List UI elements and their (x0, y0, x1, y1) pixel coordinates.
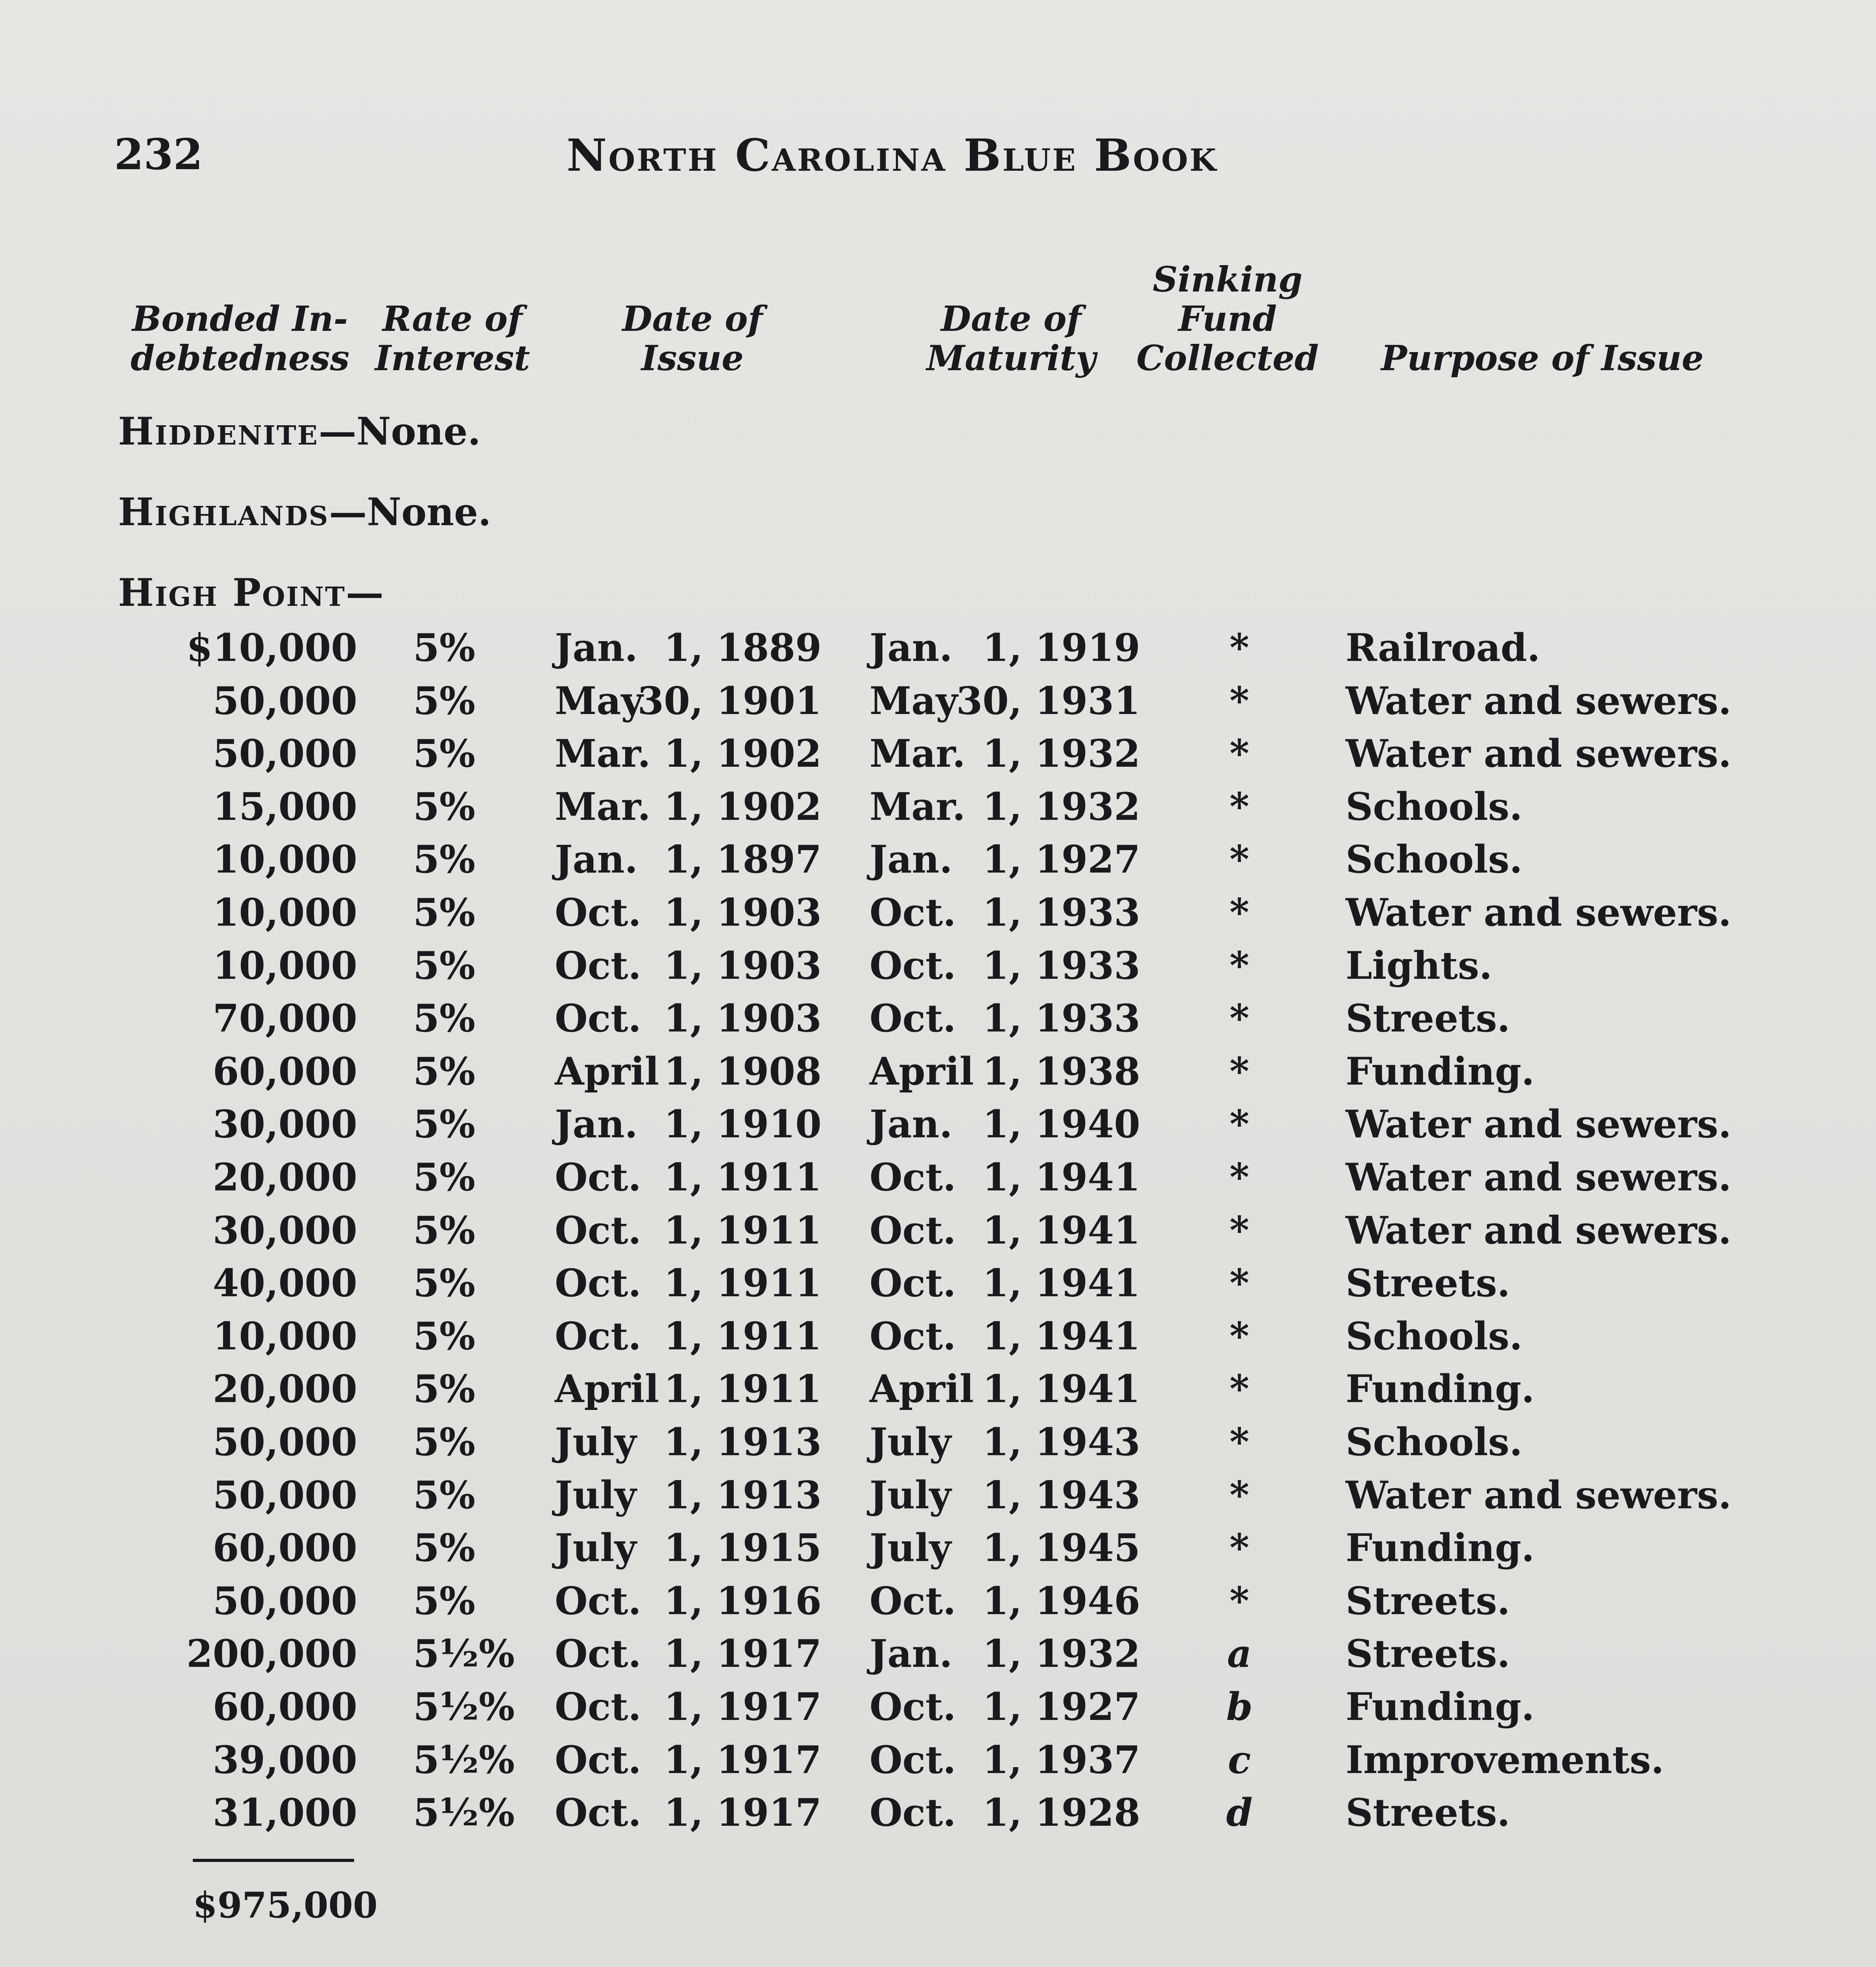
maturity-month-cell: Mar. (870, 784, 966, 829)
maturity-date-cell: 1, 1941 (982, 1155, 1140, 1199)
sinking-fund-cell: * (1229, 996, 1250, 1041)
rate-cell: 5% (413, 837, 476, 882)
table-row (0, 626, 1876, 676)
section-name: Hiddenite (118, 409, 319, 454)
table-row (0, 1738, 1876, 1788)
header-rate-line2: Interest (375, 338, 530, 378)
maturity-month-cell: Oct. (870, 1685, 956, 1729)
issue-month-cell: July (555, 1420, 637, 1464)
maturity-date-cell: 1, 1932 (982, 1631, 1140, 1676)
maturity-month-cell: Jan. (870, 1631, 953, 1676)
issue-date-cell: 1, 1911 (664, 1155, 822, 1199)
issue-date-cell: 30, 1901 (637, 679, 822, 723)
header-rate-line1: Rate of (382, 298, 523, 339)
header-maturity-line1: Date of (941, 298, 1082, 339)
maturity-date-cell: 1, 1933 (982, 890, 1140, 935)
issue-month-cell: Oct. (555, 943, 641, 988)
sinking-fund-cell: * (1229, 784, 1250, 829)
purpose-cell: Schools. (1346, 837, 1523, 882)
header-bonded-indebtedness (118, 299, 362, 378)
table-row (0, 1155, 1876, 1205)
section-highlands (118, 490, 491, 534)
sinking-fund-cell: * (1229, 1473, 1250, 1517)
purpose-cell: Improvements. (1346, 1738, 1664, 1782)
header-purpose-line: Purpose of Issue (1381, 338, 1704, 378)
purpose-cell: Water and sewers. (1346, 731, 1732, 776)
purpose-cell: Water and sewers. (1346, 890, 1732, 935)
maturity-date-cell: 1, 1937 (982, 1738, 1140, 1782)
rate-cell: 5½% (413, 1790, 515, 1835)
sinking-fund-cell: * (1229, 890, 1250, 935)
table-row (0, 996, 1876, 1046)
issue-month-cell: Jan. (555, 1102, 638, 1146)
table-row (0, 1261, 1876, 1311)
purpose-cell: Streets. (1346, 1261, 1510, 1305)
table-row (0, 1367, 1876, 1417)
sinking-fund-cell: * (1229, 1526, 1250, 1570)
amount-cell: 40,000 (212, 1261, 357, 1305)
page-header (114, 130, 1570, 185)
rate-cell: 5% (413, 1526, 476, 1570)
amount-cell: 31,000 (212, 1790, 357, 1835)
amount-cell: 10,000 (212, 1314, 357, 1358)
maturity-date-cell: 1, 1940 (982, 1102, 1140, 1146)
sinking-fund-cell: * (1229, 731, 1250, 776)
sinking-fund-cell: * (1229, 1049, 1250, 1094)
issue-date-cell: 1, 1910 (664, 1102, 822, 1146)
header-sinking-line1: Sinking (1152, 259, 1303, 300)
maturity-month-cell: Mar. (870, 731, 966, 776)
table-row (0, 1049, 1876, 1100)
header-bonded-line2: debtedness (130, 338, 350, 378)
maturity-month-cell: Jan. (870, 1102, 953, 1146)
amount-cell: 50,000 (212, 679, 357, 723)
maturity-month-cell: Oct. (870, 1155, 956, 1199)
table-row (0, 1631, 1876, 1682)
issue-date-cell: 1, 1911 (664, 1208, 822, 1253)
issue-month-cell: Mar. (555, 731, 651, 776)
issue-date-cell: 1, 1917 (664, 1790, 822, 1835)
amount-cell: 10,000 (212, 943, 357, 988)
issue-month-cell: April (555, 1367, 659, 1411)
issue-date-cell: 1, 1911 (664, 1367, 822, 1411)
maturity-month-cell: Oct. (870, 1314, 956, 1358)
header-sinking-fund-collected (1133, 260, 1322, 378)
purpose-cell: Streets. (1346, 1790, 1510, 1835)
maturity-date-cell: 1, 1932 (982, 731, 1140, 776)
rate-cell: 5% (413, 784, 476, 829)
amount-cell: 20,000 (212, 1155, 357, 1199)
maturity-month-cell: July (870, 1473, 951, 1517)
table-row (0, 837, 1876, 888)
page-number: 232 (114, 130, 203, 179)
table-row (0, 1420, 1876, 1470)
purpose-cell: Funding. (1346, 1049, 1534, 1094)
issue-month-cell: April (555, 1049, 659, 1094)
issue-date-cell: 1, 1915 (664, 1526, 822, 1570)
sinking-fund-cell: * (1229, 1420, 1250, 1464)
sinking-fund-cell: * (1229, 1261, 1250, 1305)
amount-cell: 70,000 (212, 996, 357, 1041)
sinking-fund-cell: * (1229, 1314, 1250, 1358)
sinking-fund-cell: * (1229, 943, 1250, 988)
rate-cell: 5% (413, 890, 476, 935)
maturity-date-cell: 1, 1941 (982, 1367, 1140, 1411)
sinking-fund-cell: * (1229, 837, 1250, 882)
maturity-date-cell: 1, 1932 (982, 784, 1140, 829)
sinking-fund-cell: * (1229, 1155, 1250, 1199)
maturity-date-cell: 1, 1945 (982, 1526, 1140, 1570)
issue-month-cell: Oct. (555, 1738, 641, 1782)
purpose-cell: Funding. (1346, 1526, 1534, 1570)
rate-cell: 5% (413, 943, 476, 988)
section-note: —None. (318, 409, 481, 454)
amount-cell: 50,000 (212, 1579, 357, 1623)
header-date-of-issue (586, 299, 799, 378)
book-title: North Carolina Blue Book (567, 130, 1218, 181)
amount-cell: 10,000 (212, 890, 357, 935)
maturity-month-cell: July (870, 1526, 951, 1570)
section-note: — (345, 570, 384, 615)
amount-cell: 30,000 (212, 1208, 357, 1253)
header-sinking-line2: Fund (1178, 298, 1277, 339)
section-name: Highlands (118, 490, 329, 534)
issue-month-cell: Jan. (555, 837, 638, 882)
issue-date-cell: 1, 1911 (664, 1261, 822, 1305)
amount-cell: 200,000 (186, 1631, 357, 1676)
purpose-cell: Schools. (1346, 1314, 1523, 1358)
issue-month-cell: Oct. (555, 1314, 641, 1358)
high-point-total: $975,000 (193, 1884, 378, 1926)
maturity-date-cell: 1, 1946 (982, 1579, 1140, 1623)
issue-month-cell: Oct. (555, 890, 641, 935)
issue-date-cell: 1, 1902 (664, 784, 822, 829)
issue-month-cell: Oct. (555, 1261, 641, 1305)
issue-date-cell: 1, 1913 (664, 1420, 822, 1464)
table-row (0, 1526, 1876, 1576)
maturity-date-cell: 1, 1933 (982, 996, 1140, 1041)
sinking-fund-cell: * (1229, 626, 1250, 670)
issue-date-cell: 1, 1916 (664, 1579, 822, 1623)
amount-cell: $10,000 (186, 626, 357, 670)
maturity-date-cell: 1, 1941 (982, 1261, 1140, 1305)
rate-cell: 5% (413, 1314, 476, 1358)
issue-month-cell: Oct. (555, 1208, 641, 1253)
total-rule (193, 1859, 354, 1862)
purpose-cell: Schools. (1346, 1420, 1523, 1464)
issue-month-cell: Jan. (555, 626, 638, 670)
sinking-fund-cell: d (1226, 1790, 1253, 1835)
table-row (0, 679, 1876, 729)
rate-cell: 5% (413, 1102, 476, 1146)
section-name: High Point (118, 570, 346, 615)
rate-cell: 5% (413, 996, 476, 1041)
issue-date-cell: 1, 1903 (664, 890, 822, 935)
sinking-fund-cell: * (1229, 679, 1250, 723)
purpose-cell: Water and sewers. (1346, 1208, 1732, 1253)
rate-cell: 5% (413, 1049, 476, 1094)
amount-cell: 10,000 (212, 837, 357, 882)
issue-month-cell: Oct. (555, 1631, 641, 1676)
table-row (0, 1685, 1876, 1735)
rate-cell: 5% (413, 679, 476, 723)
maturity-month-cell: Oct. (870, 943, 956, 988)
table-row (0, 1473, 1876, 1523)
amount-cell: 39,000 (212, 1738, 357, 1782)
amount-cell: 20,000 (212, 1367, 357, 1411)
maturity-date-cell: 30, 1931 (956, 679, 1140, 723)
issue-date-cell: 1, 1917 (664, 1685, 822, 1729)
issue-date-cell: 1, 1913 (664, 1473, 822, 1517)
table-row (0, 1790, 1876, 1841)
issue-month-cell: May (555, 679, 643, 723)
header-date-of-maturity (901, 299, 1121, 378)
rate-cell: 5% (413, 1155, 476, 1199)
purpose-cell: Streets. (1346, 996, 1510, 1041)
amount-cell: 50,000 (212, 1420, 357, 1464)
maturity-month-cell: July (870, 1420, 951, 1464)
issue-date-cell: 1, 1917 (664, 1631, 822, 1676)
header-issue-line1: Date of (622, 298, 763, 339)
table-row (0, 1579, 1876, 1629)
sinking-fund-cell: a (1227, 1631, 1252, 1676)
maturity-date-cell: 1, 1938 (982, 1049, 1140, 1094)
maturity-month-cell: Oct. (870, 1790, 956, 1835)
amount-cell: 60,000 (212, 1526, 357, 1570)
header-rate-of-interest (370, 299, 535, 378)
amount-cell: 50,000 (212, 1473, 357, 1517)
issue-date-cell: 1, 1902 (664, 731, 822, 776)
issue-date-cell: 1, 1908 (664, 1049, 822, 1094)
issue-date-cell: 1, 1911 (664, 1314, 822, 1358)
maturity-month-cell: Oct. (870, 1579, 956, 1623)
issue-date-cell: 1, 1897 (664, 837, 822, 882)
maturity-month-cell: April (870, 1367, 974, 1411)
footnote-a (193, 1963, 1871, 1967)
rate-cell: 5½% (413, 1738, 515, 1782)
maturity-month-cell: Oct. (870, 1208, 956, 1253)
issue-month-cell: Oct. (555, 1155, 641, 1199)
rate-cell: 5½% (413, 1685, 515, 1729)
maturity-month-cell: Oct. (870, 996, 956, 1041)
table-row (0, 1208, 1876, 1258)
purpose-cell: Streets. (1346, 1579, 1510, 1623)
sinking-fund-cell: c (1228, 1738, 1251, 1782)
issue-month-cell: Oct. (555, 996, 641, 1041)
sinking-fund-cell: * (1229, 1208, 1250, 1253)
sinking-fund-cell: * (1229, 1579, 1250, 1623)
purpose-cell: Lights. (1346, 943, 1492, 988)
section-high-point (118, 570, 384, 615)
issue-month-cell: Mar. (555, 784, 651, 829)
maturity-date-cell: 1, 1941 (982, 1314, 1140, 1358)
header-issue-line2: Issue (641, 338, 744, 378)
issue-date-cell: 1, 1889 (664, 626, 822, 670)
issue-month-cell: Oct. (555, 1685, 641, 1729)
maturity-date-cell: 1, 1928 (982, 1790, 1140, 1835)
rate-cell: 5% (413, 1420, 476, 1464)
header-bonded-line1: Bonded In- (132, 298, 348, 339)
maturity-date-cell: 1, 1927 (982, 1685, 1140, 1729)
amount-cell: 60,000 (212, 1049, 357, 1094)
issue-month-cell: July (555, 1473, 637, 1517)
purpose-cell: Schools. (1346, 784, 1523, 829)
maturity-month-cell: Oct. (870, 890, 956, 935)
issue-month-cell: July (555, 1526, 637, 1570)
purpose-cell: Water and sewers. (1346, 679, 1732, 723)
rate-cell: 5½% (413, 1631, 515, 1676)
section-note: —None. (329, 490, 491, 534)
rate-cell: 5% (413, 1367, 476, 1411)
amount-cell: 50,000 (212, 731, 357, 776)
amount-cell: 60,000 (212, 1685, 357, 1729)
maturity-month-cell: Oct. (870, 1738, 956, 1782)
issue-date-cell: 1, 1917 (664, 1738, 822, 1782)
maturity-month-cell: Jan. (870, 626, 953, 670)
header-maturity-line2: Maturity (926, 338, 1096, 378)
maturity-date-cell: 1, 1927 (982, 837, 1140, 882)
issue-month-cell: Oct. (555, 1790, 641, 1835)
table-row (0, 1314, 1876, 1364)
issue-date-cell: 1, 1903 (664, 996, 822, 1041)
sinking-fund-cell: * (1229, 1102, 1250, 1146)
amount-cell: 30,000 (212, 1102, 357, 1146)
table-row (0, 943, 1876, 994)
purpose-cell: Railroad. (1346, 626, 1540, 670)
purpose-cell: Funding. (1346, 1367, 1534, 1411)
sinking-fund-cell: * (1229, 1367, 1250, 1411)
column-headers (0, 259, 1876, 397)
table-row (0, 784, 1876, 835)
maturity-month-cell: Oct. (870, 1261, 956, 1305)
purpose-cell: Funding. (1346, 1685, 1534, 1729)
purpose-cell: Water and sewers. (1346, 1155, 1732, 1199)
maturity-date-cell: 1, 1941 (982, 1208, 1140, 1253)
section-hiddenite (118, 409, 481, 454)
issue-month-cell: Oct. (555, 1579, 641, 1623)
header-purpose-of-issue (1365, 338, 1719, 378)
maturity-month-cell: May (870, 679, 958, 723)
table-row (0, 731, 1876, 782)
table-row (0, 1102, 1876, 1152)
rate-cell: 5% (413, 1208, 476, 1253)
sinking-fund-cell: b (1226, 1685, 1253, 1729)
maturity-date-cell: 1, 1933 (982, 943, 1140, 988)
rate-cell: 5% (413, 626, 476, 670)
purpose-cell: Water and sewers. (1346, 1102, 1732, 1146)
table-row (0, 890, 1876, 941)
maturity-date-cell: 1, 1943 (982, 1473, 1140, 1517)
purpose-cell: Streets. (1346, 1631, 1510, 1676)
rate-cell: 5% (413, 1579, 476, 1623)
rate-cell: 5% (413, 1261, 476, 1305)
header-sinking-line3: Collected (1136, 338, 1319, 378)
maturity-month-cell: Jan. (870, 837, 953, 882)
rate-cell: 5% (413, 731, 476, 776)
maturity-date-cell: 1, 1919 (982, 626, 1140, 670)
maturity-date-cell: 1, 1943 (982, 1420, 1140, 1464)
issue-date-cell: 1, 1903 (664, 943, 822, 988)
rate-cell: 5% (413, 1473, 476, 1517)
maturity-month-cell: April (870, 1049, 974, 1094)
purpose-cell: Water and sewers. (1346, 1473, 1732, 1517)
amount-cell: 15,000 (212, 784, 357, 829)
